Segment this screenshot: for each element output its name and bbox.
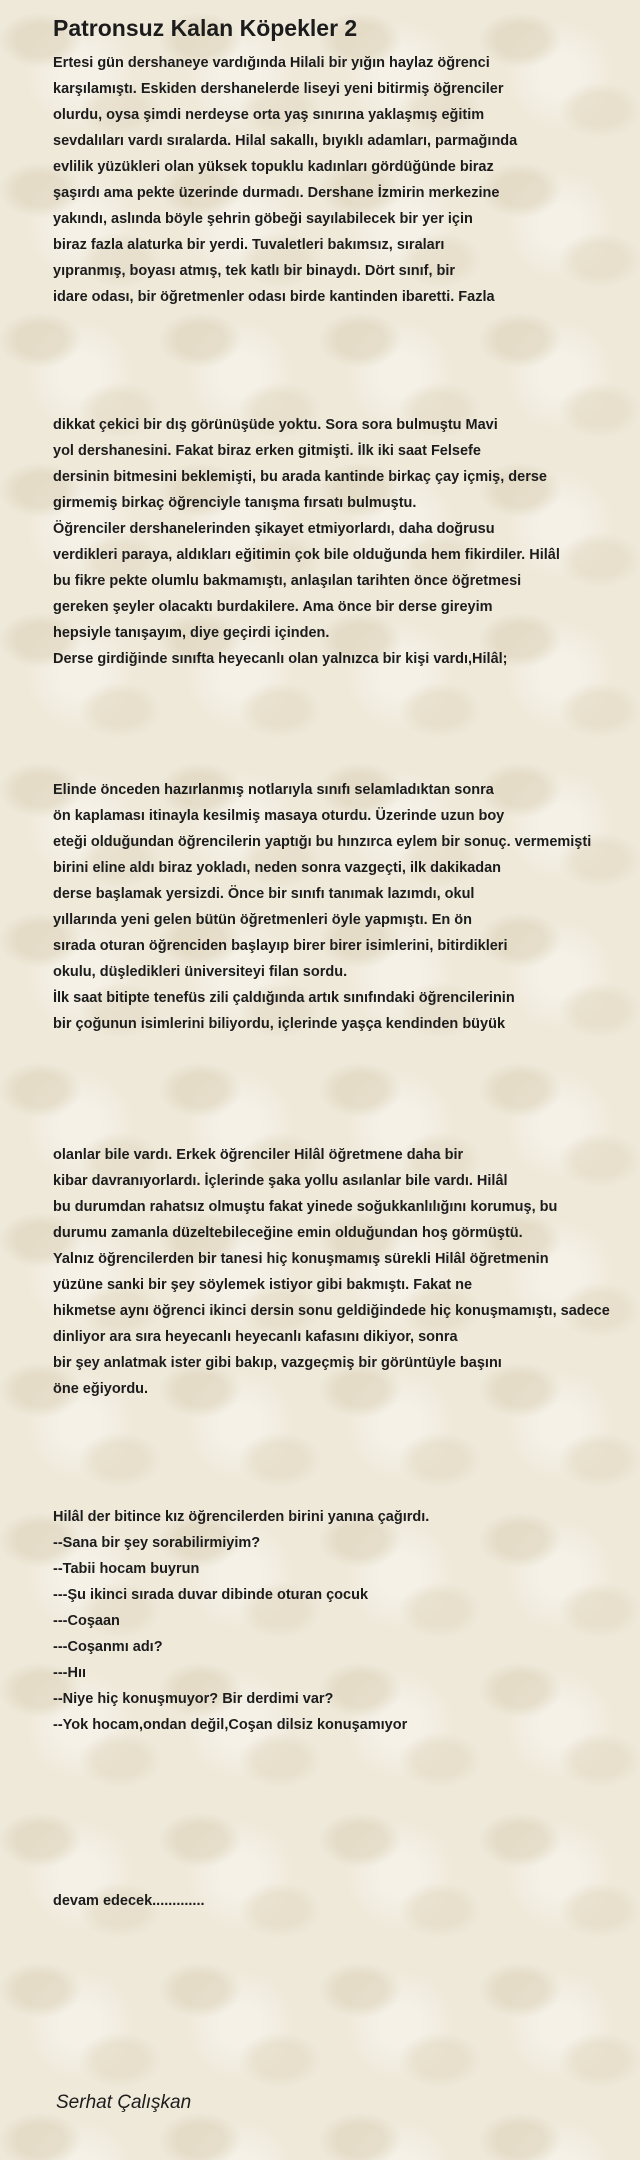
text-line: ---Hıı bbox=[53, 1665, 87, 1681]
paragraph-1 bbox=[53, 50, 640, 310]
text-line: eteği olduğundan öğrencilerin yaptığı bu hınzırca eylem bir sonuç. vermemişti bbox=[53, 834, 592, 850]
text-line: okulu, düşledikleri üniversiteyi filan sordu. bbox=[53, 964, 348, 980]
paragraph-5-dialogue bbox=[53, 1504, 640, 1738]
text-line: Elinde önceden hazırlanmış notlarıyla sınıfı selamladıktan sonra bbox=[53, 782, 494, 798]
text-line: sırada oturan öğrenciden başlayıp birer birer isimlerini, bitirdikleri bbox=[53, 938, 508, 954]
text-line: ön kaplaması itinayla kesilmiş masaya oturdu. Üzerinde uzun boy bbox=[53, 808, 505, 824]
text-line: Ertesi gün dershaneye vardığında Hilali bir yığın haylaz öğrenci bbox=[53, 55, 490, 71]
text-line: bu durumdan rahatsız olmuştu fakat yinede soğukkanlılığını korumuş, bu bbox=[53, 1199, 558, 1215]
text-line: Öğrenciler dershanelerinden şikayet etmiyorlardı, daha doğrusu bbox=[53, 521, 495, 537]
text-line: yol dershanesini. Fakat biraz erken gitmişti. İlk iki saat Felsefe bbox=[53, 443, 481, 459]
text-line: evlilik yüzükleri olan yüksek topuklu kadınları gördüğünde biraz bbox=[53, 159, 494, 175]
text-line: --Niye hiç konuşmuyor? Bir derdimi var? bbox=[53, 1691, 334, 1707]
text-line: Derse girdiğinde sınıfta heyecanlı olan yalnızca bir kişi vardı,Hilâl; bbox=[53, 651, 508, 667]
text-line: yakındı, aslında böyle şehrin göbeği sayılabilecek bir yer için bbox=[53, 211, 473, 227]
text-line: yıpranmış, boyası atmış, tek katlı bir binaydı. Dört sınıf, bir bbox=[53, 263, 456, 279]
poem-page bbox=[53, 12, 640, 1914]
text-line: karşılamıştı. Eskiden dershanelerde liseyi yeni bitirmiş öğrenciler bbox=[53, 81, 504, 97]
text-line: biraz fazla alaturka bir yerdi. Tuvaletleri bakımsız, sıraları bbox=[53, 237, 445, 253]
paragraph-continued bbox=[53, 1888, 640, 1914]
text-line: ---Coşaan bbox=[53, 1613, 120, 1629]
text-line: yüzüne sanki bir şey söylemek istiyor gibi bakmıştı. Fakat ne bbox=[53, 1277, 473, 1293]
paragraph-spacer bbox=[53, 672, 640, 777]
text-line: kibar davranıyorlardı. İçlerinde şaka yollu asılanlar bile vardı. Hilâl bbox=[53, 1173, 508, 1189]
text-line: --Sana bir şey sorabilirmiyim? bbox=[53, 1535, 261, 1551]
paragraph-spacer bbox=[53, 1037, 640, 1142]
text-line: olurdu, oysa şimdi nerdeyse orta yaş sınırına yaklaşmış eğitim bbox=[53, 107, 485, 123]
text-line: ---Coşanmı adı? bbox=[53, 1639, 163, 1655]
text-line: İlk saat bitipte tenefüs zili çaldığında artık sınıfındaki öğrencilerinin bbox=[53, 990, 515, 1006]
page-title: Patronsuz Kalan Köpekler 2 bbox=[53, 15, 358, 41]
continued-note: devam edecek............. bbox=[53, 1893, 205, 1909]
text-line: --Yok hocam,ondan değil,Coşan dilsiz konuşamıyor bbox=[53, 1717, 408, 1733]
text-line: ---Şu ikinci sırada duvar dibinde oturan çocuk bbox=[53, 1587, 369, 1603]
paragraph-spacer bbox=[53, 1738, 640, 1888]
text-line: öne eğiyordu. bbox=[53, 1381, 149, 1397]
text-line: şaşırdı ama pekte üzerinde durmadı. Dershane İzmirin merkezine bbox=[53, 185, 500, 201]
text-line: bu fikre pekte olumlu bakmamıştı, anlaşılan tarihten önce öğretmesi bbox=[53, 573, 522, 589]
text-line: birini eline aldı biraz yokladı, neden sonra vazgeçti, ilk dakikadan bbox=[53, 860, 502, 876]
text-line: hikmetse aynı öğrenci ikinci dersin sonu geldiğindede hiç konuşmamıştı, sadece bbox=[53, 1303, 610, 1319]
text-line: bir şey anlatmak ister gibi bakıp, vazgeçmiş bir görüntüyle başını bbox=[53, 1355, 502, 1371]
paragraph-2 bbox=[53, 412, 640, 672]
paragraph-3 bbox=[53, 777, 640, 1037]
paragraph-4 bbox=[53, 1142, 640, 1402]
text-line: girmemiş birkaç öğrenciyle tanışma fırsatı bulmuştu. bbox=[53, 495, 417, 511]
text-line: bir çoğunun isimlerini biliyordu, içlerinde yaşça kendinden büyük bbox=[53, 1016, 506, 1032]
text-line: sevdalıları vardı sıralarda. Hilal sakallı, bıyıklı adamları, parmağında bbox=[53, 133, 518, 149]
text-line: gereken şeyler olacaktı burdakilere. Ama önce bir derse gireyim bbox=[53, 599, 493, 615]
text-line: Hilâl der bitince kız öğrencilerden birini yanına çağırdı. bbox=[53, 1509, 430, 1525]
text-line: dersinin bitmesini beklemişti, bu arada kantinde birkaç çay içmiş, derse bbox=[53, 469, 547, 485]
text-line: dinliyor ara sıra heyecanlı heyecanlı kafasını dikiyor, sonra bbox=[53, 1329, 458, 1345]
text-line: --Tabii hocam buyrun bbox=[53, 1561, 200, 1577]
text-line: hepsiyle tanışayım, diye geçirdi içinden. bbox=[53, 625, 330, 641]
text-line: yıllarında yeni gelen bütün öğretmenleri öyle yapmıştı. En ön bbox=[53, 912, 472, 928]
text-line: dikkat çekici bir dış görünüşüde yoktu. Sora sora bulmuştu Mavi bbox=[53, 417, 498, 433]
paragraph-spacer bbox=[53, 310, 640, 412]
paragraph-spacer bbox=[53, 1402, 640, 1504]
text-line: olanlar bile vardı. Erkek öğrenciler Hilâl öğretmene daha bir bbox=[53, 1147, 464, 1163]
text-line: derse başlamak yersizdi. Önce bir sınıfı tanımak lazımdı, okul bbox=[53, 886, 475, 902]
text-line: idare odası, bir öğretmenler odası birde kantinden ibaretti. Fazla bbox=[53, 289, 495, 305]
text-line: verdikleri paraya, aldıkları eğitimin çok bile olduğunda hem fikirdiler. Hilâl bbox=[53, 547, 560, 563]
text-line: Yalnız öğrencilerden bir tanesi hiç konuşmamış sürekli Hilâl öğretmenin bbox=[53, 1251, 549, 1267]
text-line: durumu zamanla düzeltebileceğine emin olduğundan hoş görmüştü. bbox=[53, 1225, 523, 1241]
author-signature: Serhat Çalışkan bbox=[56, 2092, 192, 2113]
